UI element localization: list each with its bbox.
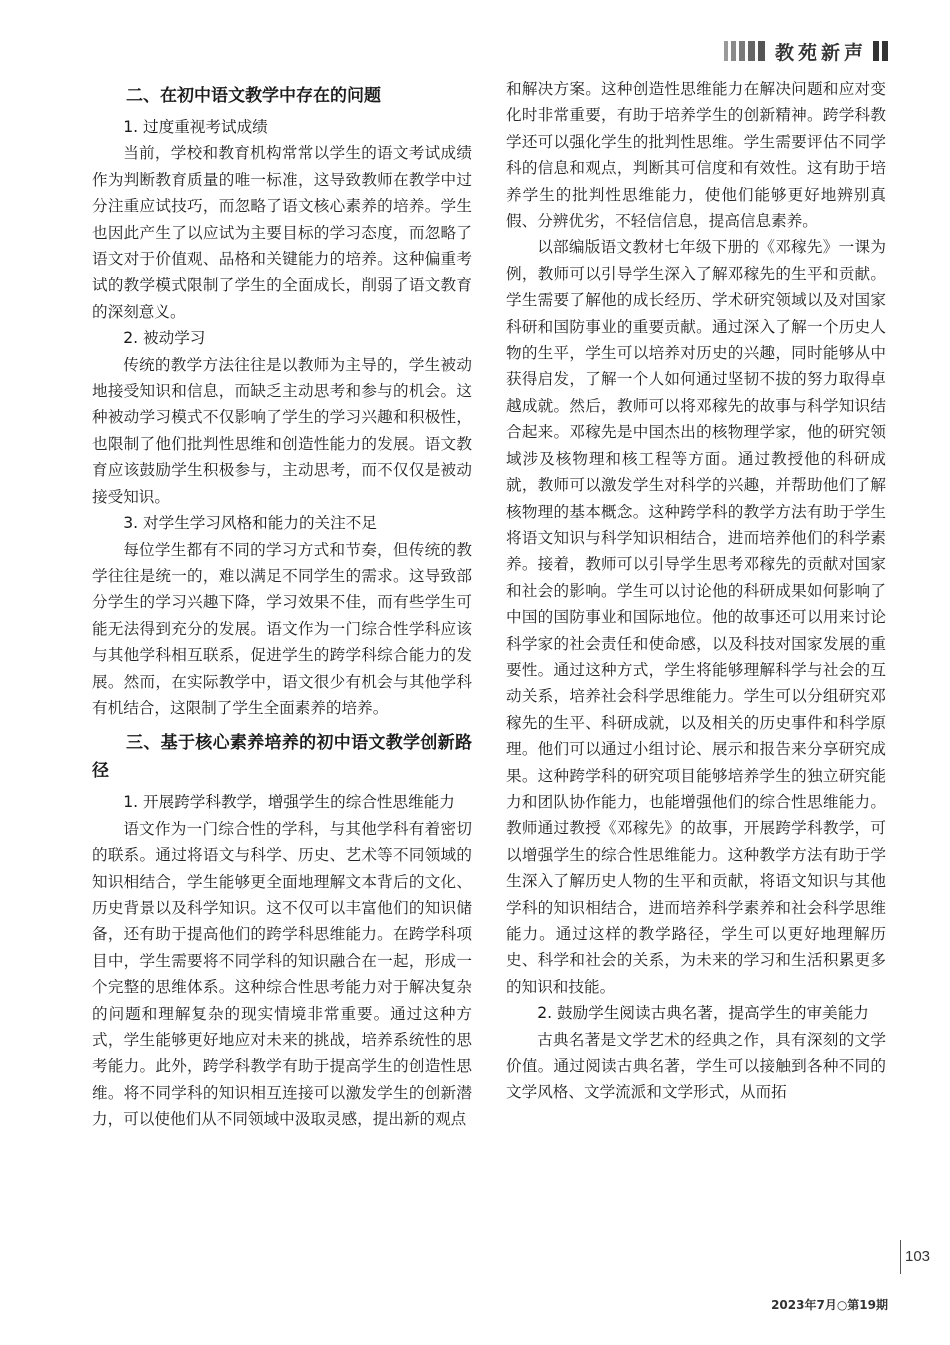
subsection-title: 1. 过度重视考试成绩 (123, 118, 268, 136)
paragraph: 语文作为一门综合性的学科，与其他学科有着密切的联系。通过将语文与科学、历史、艺术等不同领域的知识相结合，学生能够更全面地理解文本背后的文化、历史背景以及科学知识。这不仅可以丰富他们的知识储备，还有助于提高他们的跨学科思维能力。在跨学科项目中，学生需要将不同学科的知识融合在一起，形成一个完整的思维体系。这种综合性思考能力对于解决复杂的问题和理解复杂的现实情境非常重要。通过这种方式，学生能够更好地应对未来的挑战，培养系统性的思考能力。此外，跨学科教学有助于提高学生的创造性思维。将不同学科的知识相互连接可以激发学生的创新潜力，可以使他们从不同领域中汲取灵感，提出新的观点 (92, 819, 472, 1129)
page-number: 103 (900, 1240, 950, 1274)
section-name: 教苑新声 (774, 41, 867, 64)
paragraph-continued: 和解决方案。这种创造性思维能力在解决问题和应对变化时非常重要，有助于培养学生的创新精神。跨学科教学还可以强化学生的批判性思维。学生需要评估不同学科的信息和观点，判断其可信度和有效性。这有助于培养学生的批判性思维能力，使他们能够更好地辨别真假、分辨优劣，不轻信信息，提高信息素养。 (506, 80, 886, 231)
decorative-bars-left (724, 41, 765, 61)
section-heading-two: 二、在初中语文教学中存在的问题 (126, 86, 381, 106)
paragraph: 每位学生都有不同的学习方式和节奏，但传统的教学往往是统一的，难以满足不同学生的需求。这导致部分学生的学习兴趣下降，学习效果不佳，而有些学生可能无法得到充分的发展。语文作为一门综合性学科应该与其他学科相互联系，促进学生的跨学科综合能力的发展。然而，在实际教学中，语文很少有机会与其他学科有机结合，这限制了学生全面素养的培养。 (92, 540, 472, 717)
paragraph: 古典名著是文学艺术的经典之作，具有深刻的文学价值。通过阅读古典名著，学生可以接触到各种不同的文学风格、文学流派和文学形式，从而拓 (506, 1030, 886, 1102)
page-header (724, 38, 888, 64)
paragraph: 当前，学校和教育机构常常以学生的语文考试成绩作为判断教育质量的唯一标准，这导致教师在教学中过分注重应试技巧，而忽略了语文核心素养的培养。学生也因此产生了以应试为主要目标的学习态度，而忽略了语文对于价值观、品格和关键能力的培养。这种偏重考试的教学模式限制了学生的全面成长，削弱了语文教育的深刻意义。 (92, 144, 472, 321)
subsection-title: 3. 对学生学习风格和能力的关注不足 (123, 514, 377, 533)
subsection-title: 2. 鼓励学生阅读古典名著，提高学生的审美能力 (537, 1004, 869, 1023)
section-heading-three: 三、基于核心素养培养的初中语文教学创新路径 (92, 733, 472, 782)
right-column (506, 76, 886, 1106)
subsection-title: 1. 开展跨学科教学，增强学生的综合性思维能力 (123, 793, 455, 812)
decorative-bars-right (873, 41, 888, 61)
subsection-title: 2. 被动学习 (123, 329, 206, 348)
paragraph: 传统的教学方法往往是以教师为主导的，学生被动地接受知识和信息，而缺乏主动思考和参与的机会。这种被动学习模式不仅影响了学生的学习兴趣和积极性，也限制了他们批判性思维和创造性能力的发展。语文教育应该鼓励学生积极参与，主动思考，而不仅仅是被动接受知识。 (92, 355, 472, 506)
issue-label: 2023年7月○第19期 (771, 1298, 888, 1312)
left-column (92, 76, 472, 1133)
paragraph: 以部编版语文教材七年级下册的《邓稼先》一课为例，教师可以引导学生深入了解邓稼先的生平和贡献。学生需要了解他的成长经历、学术研究领域以及对国家科研和国防事业的重要贡献。通过深入了解一个历史人物的生平，学生可以培养对历史的兴趣，同时能够从中获得启发，了解一个人如何通过坚韧不拔的努力取得卓越成就。然后，教师可以将邓稼先的故事与科学知识结合起来。邓稼先是中国杰出的核物理学家，他的研究领域涉及核物理和核工程等方面。通过教授他的科研成就，教师可以激发学生对科学的兴趣，并帮助他们了解核物理的基本概念。这种跨学科的教学方法有助于学生将语文知识与科学知识相结合，进而培养他们的科学素养。接着，教师可以引导学生思考邓稼先的贡献对国家和社会的影响。学生可以讨论他的科研成果如何影响了中国的国防事业和国际地位。他的故事还可以用来讨论科学家的社会责任和使命感，以及科技对国家发展的重要性。通过这种方式，学生将能够理解科学与社会的互动关系，培养社会科学思维能力。学生可以分组研究邓稼先的生平、科研成就，以及相关的历史事件和科学原理。他们可以通过小组讨论、展示和报告来分享研究成果。这种跨学科的研究项目能够培养学生的独立研究能力和团队协作能力，也能增强他们的综合性思维能力。教师通过教授《邓稼先》的故事，开展跨学科教学，可以增强学生的综合性思维能力。这种教学方法有助于学生深入了解历史人物的生平和贡献，将语文知识与其他学科的知识相结合，进而培养科学素养和社会科学思维能力。通过这样的教学路径，学生可以更好地理解历史、科学和社会的关系，为未来的学习和生活积累更多的知识和技能。 (506, 238, 886, 996)
